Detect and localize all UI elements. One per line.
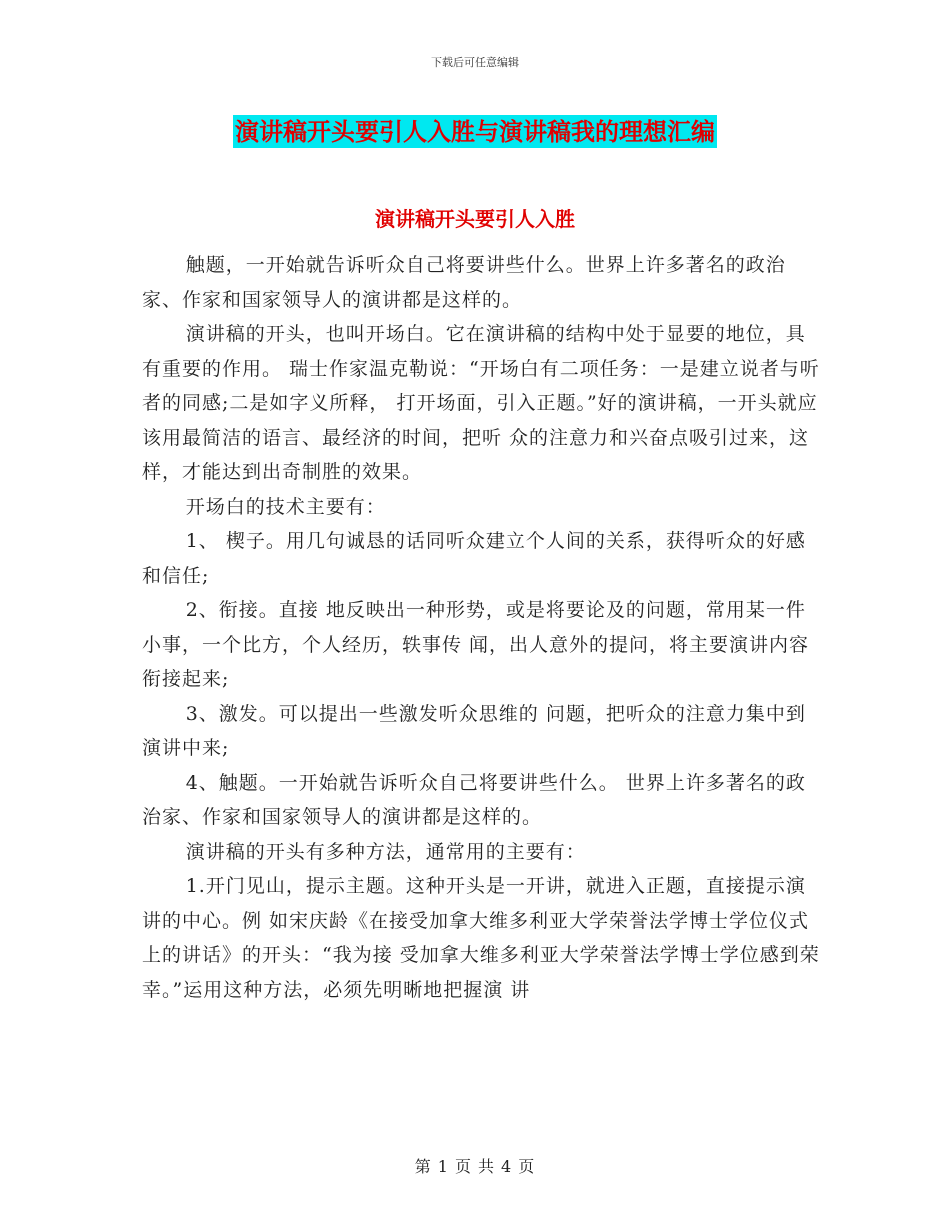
paragraph: 1、 楔子。用几句诚恳的话同听众建立个人间的关系，获得听众的好感和信任; (142, 530, 806, 587)
footer-label-ye: 页 (454, 1157, 472, 1176)
paragraph: 触题，一开始就告诉听众自己将要讲些什么。世界上许多著名的政治家、作家和国家领导人的演讲都是这样的。 (142, 254, 786, 311)
total-page-count: 4 (501, 1157, 513, 1176)
paragraph: 1.开门见山，提示主题。这种开头是一开讲，就进入正题，直接提示演讲的中心。例 如宋庆龄《在接受加拿大维多利亚大学荣誉法学博士学位仪式上的讲话》的开头：“我为接 受加拿大维多利亚大学荣誉法学博士学位感到荣幸。”运用这种方法，必须先明晰地把握演 讲 (142, 875, 820, 1001)
page-footer (0, 1154, 950, 1177)
current-page-number: 1 (437, 1157, 449, 1176)
paragraph: 演讲稿的开头，也叫开场白。它在演讲稿的结构中处于显要的地位，具有重要的作用。 瑞士作家温克勒说：“开场白有二项任务：一是建立说者与听者的同感;二是如字义所释， 打开场面，引入正题。”好的演讲稿，一开头就应该用最简洁的语言、最经济的时间，把听 众的注意力和兴奋点吸引过来，这样，才能达到出奇制胜的效果。 (142, 323, 820, 483)
paragraph: 2、衔接。直接 地反映出一种形势，或是将要论及的问题，常用某一件小事，一个比方，个人经历，轶事传 闻，出人意外的提问，将主要演讲内容衔接起来; (142, 599, 810, 690)
paragraph: 4、触题。一开始就告诉听众自己将要讲些什么。 世界上许多著名的政治家、作家和国家领导人的演讲都是这样的。 (142, 771, 806, 828)
paragraph: 演讲稿的开头有多种方法，通常用的主要有： (185, 840, 586, 863)
paragraph: 3、激发。可以提出一些激发听众思维的 问题，把听众的注意力集中到演讲中来; (142, 702, 806, 759)
body-text (142, 248, 822, 1007)
page-header: 下载后可任意编辑 (431, 56, 519, 69)
footer-label-ye2: 页 (518, 1157, 536, 1176)
section-title: 演讲稿开头要引人入胜 (375, 207, 575, 231)
paragraph: 开场白的技术主要有： (185, 495, 386, 518)
document-title-wrapper (0, 112, 950, 147)
footer-label-page: 第 (414, 1157, 432, 1176)
footer-label-total: 共 (478, 1157, 496, 1176)
document-title: 演讲稿开头要引人入胜与演讲稿我的理想汇编 (235, 117, 715, 146)
